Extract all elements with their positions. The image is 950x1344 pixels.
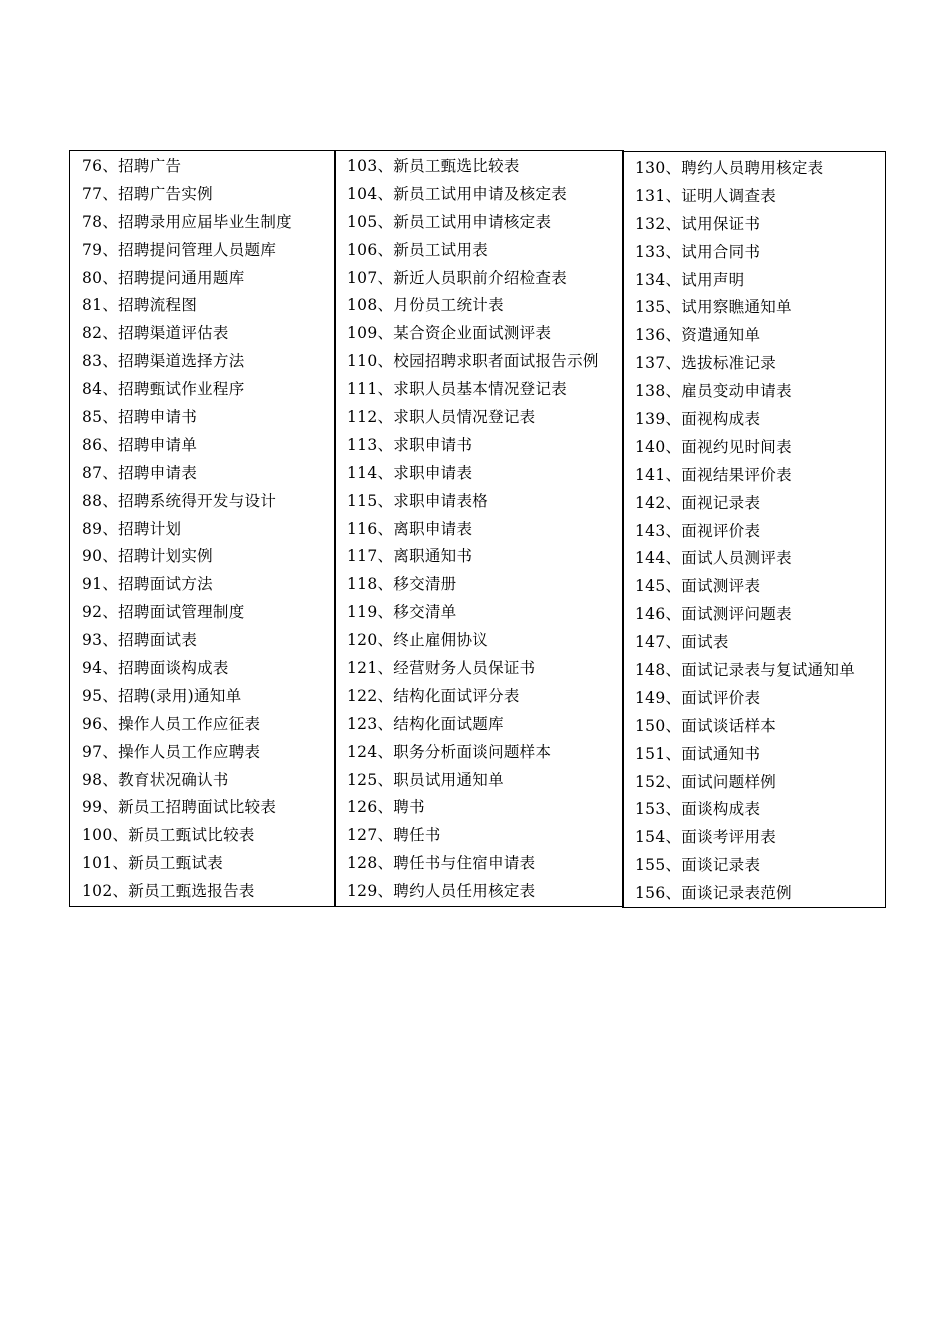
list-item: 109、某合资企业面试测评表: [347, 324, 552, 343]
list-item: 146、面试测评问题表: [635, 605, 792, 624]
list-item: 101、新员工甄试表: [82, 854, 224, 873]
list-item: 96、操作人员工作应征表: [82, 714, 261, 733]
list-item: 145、面试测评表: [635, 577, 761, 596]
item-list: [70, 151, 335, 906]
list-item: 104、新员工试用申请及核定表: [347, 184, 568, 203]
list-item: 87、招聘申请表: [82, 463, 198, 482]
list-item: 151、面试通知书: [635, 744, 761, 763]
list-item: 119、移交清单: [347, 603, 457, 622]
list-item: 80、招聘提问通用题库: [82, 268, 245, 287]
list-item: 134、试用声明: [635, 270, 745, 289]
list-item: 112、求职人员情况登记表: [347, 408, 536, 427]
list-item: 94、招聘面谈构成表: [82, 659, 229, 678]
list-item: 143、面视评价表: [635, 521, 761, 540]
list-item: 130、聘约人员聘用核定表: [635, 159, 824, 177]
list-item: 114、求职申请表: [347, 463, 473, 482]
list-item: 128、聘任书与住宿申请表: [347, 854, 536, 873]
list-item: 102、新员工甄选报告表: [82, 882, 255, 901]
list-item: 148、面试记录表与复试通知单: [635, 661, 856, 680]
list-item: 85、招聘申请书: [82, 408, 198, 427]
list-item: 99、新员工招聘面试比较表: [82, 798, 277, 817]
list-item: 122、结构化面试评分表: [347, 686, 520, 705]
list-column-1: [69, 150, 336, 907]
list-item: 138、雇员变动申请表: [635, 382, 792, 401]
list-item: 136、资遣通知单: [635, 326, 761, 345]
list-item: 97、操作人员工作应聘表: [82, 742, 261, 761]
list-item: 156、面谈记录表范例: [635, 884, 792, 903]
list-item: 117、离职通知书: [347, 547, 473, 566]
list-item: 106、新员工试用表: [347, 240, 489, 259]
list-item: 110、校园招聘求职者面试报告示例: [347, 352, 599, 371]
list-item: 129、聘约人员任用核定表: [347, 882, 536, 901]
list-item: 90、招聘计划实例: [82, 547, 213, 566]
list-item: 131、证明人调查表: [635, 186, 777, 205]
list-item: 115、求职申请表格: [347, 491, 489, 510]
item-list: [335, 151, 623, 906]
list-item: 132、试用保证书: [635, 214, 761, 233]
list-item: 88、招聘系统得开发与设计: [82, 491, 277, 510]
list-item: 113、求职申请书: [347, 435, 473, 454]
list-item: 93、招聘面试表: [82, 631, 198, 650]
list-item: 78、招聘录用应届毕业生制度: [82, 212, 292, 231]
list-item: 89、招聘计划: [82, 519, 182, 538]
list-item: 91、招聘面试方法: [82, 575, 213, 594]
list-item: 123、结构化面试题库: [347, 714, 504, 733]
list-column-2: [334, 150, 624, 907]
list-item: 142、面视记录表: [635, 493, 761, 512]
list-item: 153、面谈构成表: [635, 800, 761, 819]
list-item: 116、离职申请表: [347, 519, 473, 538]
list-item: 147、面试表: [635, 633, 729, 652]
list-item: 154、面谈考评用表: [635, 828, 777, 847]
list-item: 82、招聘渠道评估表: [82, 324, 229, 343]
list-item: 84、招聘甄试作业程序: [82, 380, 245, 399]
item-list: [623, 152, 885, 908]
list-item: 127、聘任书: [347, 826, 441, 845]
list-item: 79、招聘提问管理人员题库: [82, 240, 277, 259]
list-item: 137、选拔标准记录: [635, 354, 777, 373]
list-item: 124、职务分析面谈问题样本: [347, 742, 552, 761]
list-item: 150、面试谈话样本: [635, 716, 777, 735]
list-item: 120、终止雇佣协议: [347, 631, 489, 650]
list-item: 126、聘书: [347, 798, 425, 817]
list-item: 139、面视构成表: [635, 410, 761, 429]
list-item: 121、经营财务人员保证书: [347, 659, 536, 678]
list-item: 107、新近人员职前介绍检查表: [347, 268, 568, 287]
list-item: 103、新员工甄选比较表: [347, 157, 520, 175]
list-item: 133、试用合同书: [635, 242, 761, 261]
list-item: 152、面试问题样例: [635, 772, 777, 791]
list-item: 125、职员试用通知单: [347, 770, 504, 789]
list-column-3: [622, 151, 886, 908]
list-item: 76、招聘广告: [82, 157, 182, 175]
list-item: 141、面视结果评价表: [635, 465, 792, 484]
list-item: 111、求职人员基本情况登记表: [347, 380, 568, 399]
list-item: 155、面谈记录表: [635, 856, 761, 875]
list-item: 118、移交清册: [347, 575, 457, 594]
list-item: 135、试用察瞧通知单: [635, 298, 792, 317]
list-item: 144、面试人员测评表: [635, 549, 792, 568]
list-item: 100、新员工甄试比较表: [82, 826, 255, 845]
list-item: 149、面试评价表: [635, 688, 761, 707]
list-item: 95、招聘(录用)通知单: [82, 686, 242, 705]
list-item: 77、招聘广告实例: [82, 184, 213, 203]
list-item: 140、面视约见时间表: [635, 437, 792, 456]
list-item: 81、招聘流程图: [82, 296, 198, 315]
list-item: 105、新员工试用申请核定表: [347, 212, 552, 231]
list-item: 98、教育状况确认书: [82, 770, 229, 789]
list-item: 108、月份员工统计表: [347, 296, 504, 315]
list-item: 83、招聘渠道选择方法: [82, 352, 245, 371]
list-item: 92、招聘面试管理制度: [82, 603, 245, 622]
list-item: 86、招聘申请单: [82, 435, 198, 454]
